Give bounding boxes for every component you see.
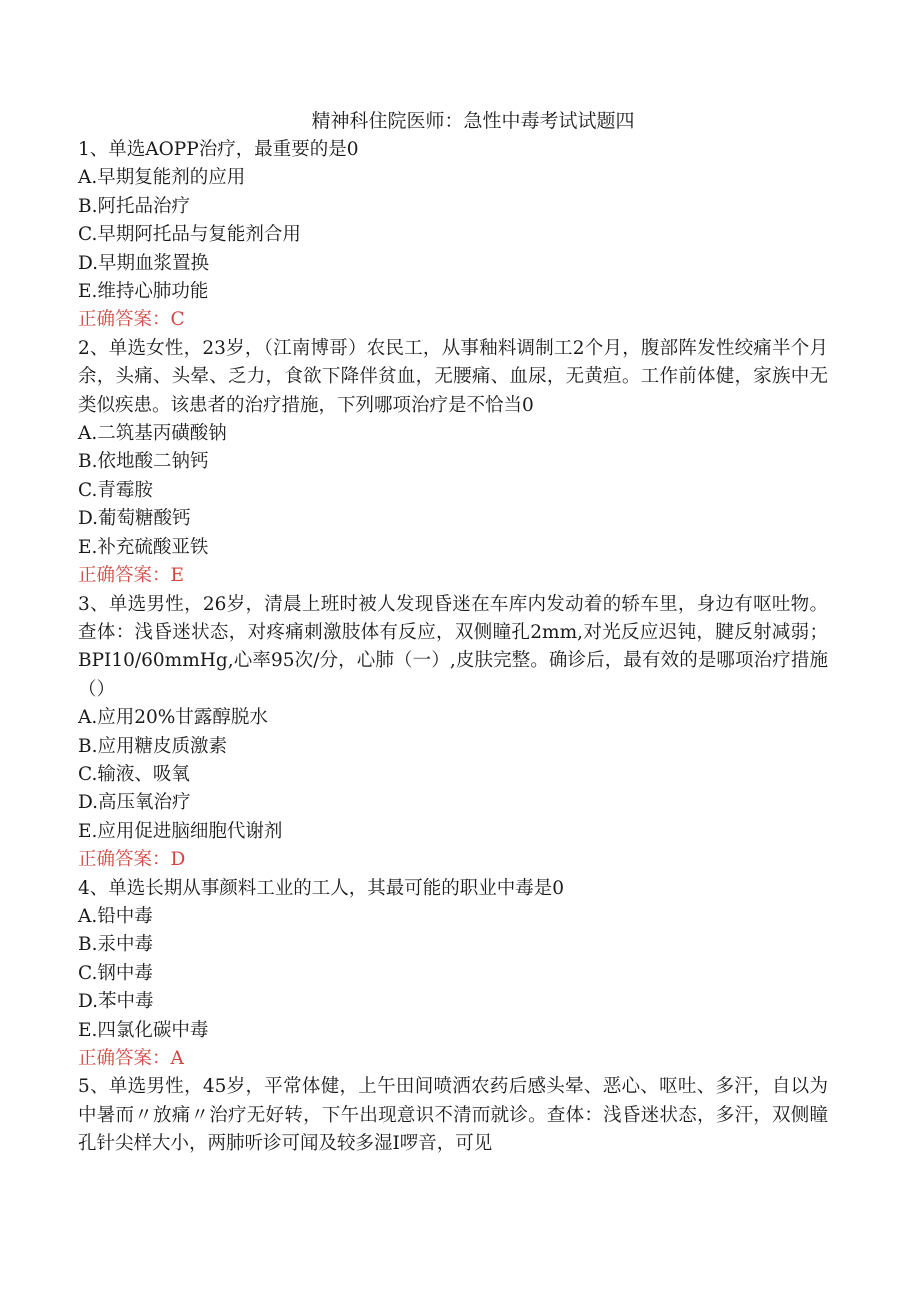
- option-d: D.葡萄糖酸钙: [78, 508, 191, 530]
- question-stem: 3、单选男性，26岁，清晨上班时被人发现昏迷在车库内发动着的轿车里，身边有呕吐物。查体：浅昏迷状态，对疼痛刺激肢体有反应，双侧瞳孔2mm,对光反应迟钝，腱反射减弱；BPI10/60mmHg,心率95次/分，心肺（一）,皮肤完整。确诊后，最有效的是哪项治疗措施（）: [78, 593, 828, 700]
- option-c: C.早期阿托品与复能剂合用: [78, 224, 301, 246]
- question-4: [78, 875, 828, 1074]
- option-c: C.青霉胺: [78, 479, 153, 501]
- option-e: E.四氯化碳中毒: [78, 1019, 209, 1041]
- option-b: B.应用糖皮质激素: [78, 735, 227, 757]
- option-c: C.输液、吸氧: [78, 763, 190, 785]
- option-e: E.应用促进脑细胞代谢剂: [78, 820, 283, 842]
- question-3: [78, 591, 828, 875]
- option-c: C.钢中毒: [78, 962, 153, 984]
- correct-answer: 正确答案：D: [78, 849, 186, 871]
- correct-answer: 正确答案：C: [78, 309, 185, 331]
- option-a: A.应用20%甘露醇脱水: [78, 707, 268, 729]
- question-stem: 1、单选AOPP治疗，最重要的是0: [78, 139, 359, 160]
- question-1: [78, 136, 828, 335]
- correct-answer: 正确答案：A: [78, 1048, 184, 1069]
- document-page: [78, 106, 828, 1159]
- option-b: B.阿托品治疗: [78, 195, 190, 217]
- option-b: B.汞中毒: [78, 934, 153, 956]
- option-d: D.早期血浆置换: [78, 252, 210, 274]
- option-b: B.依地酸二钠钙: [78, 451, 209, 473]
- option-d: D.高压氧治疗: [78, 792, 191, 814]
- option-a: A.早期复能剂的应用: [78, 167, 246, 189]
- correct-answer: 正确答案：E: [78, 565, 185, 587]
- document-title: 精神科住院医师：急性中毒考试试题四: [311, 110, 635, 132]
- question-stem: 2、单选女性，23岁，（江南博哥）农民工，从事釉料调制工2个月，腹部阵发性绞痛半个月余，头痛、头晕、乏力，食欲下降伴贫血，无腰痛、血尿，无黄疸。工作前体健，家族中无类似疾患。该患者的治疗措施，下列哪项治疗是不恰当0: [78, 337, 828, 416]
- option-e: E.补充硫酸亚铁: [78, 536, 209, 558]
- question-stem: 4、单选长期从事颜料工业的工人，其最可能的职业中毒是0: [78, 877, 565, 899]
- question-2: [78, 335, 828, 591]
- option-a: A.铅中毒: [78, 905, 153, 927]
- question-5: [78, 1073, 828, 1158]
- question-stem: 5、单选男性，45岁，平常体健，上午田间喷洒农药后感头晕、恶心、呕吐、多汗，自以为中暑而〃放痛〃治疗无好转，下午出现意识不清而就诊。查体：浅昏迷状态，多汗，双侧瞳孔针尖样大小，两肺听诊可闻及较多湿I啰音，可见: [78, 1076, 828, 1155]
- option-e: E.维持心肺功能: [78, 281, 209, 303]
- option-d: D.苯中毒: [78, 991, 154, 1013]
- option-a: A.二筑基丙磺酸钠: [78, 423, 227, 445]
